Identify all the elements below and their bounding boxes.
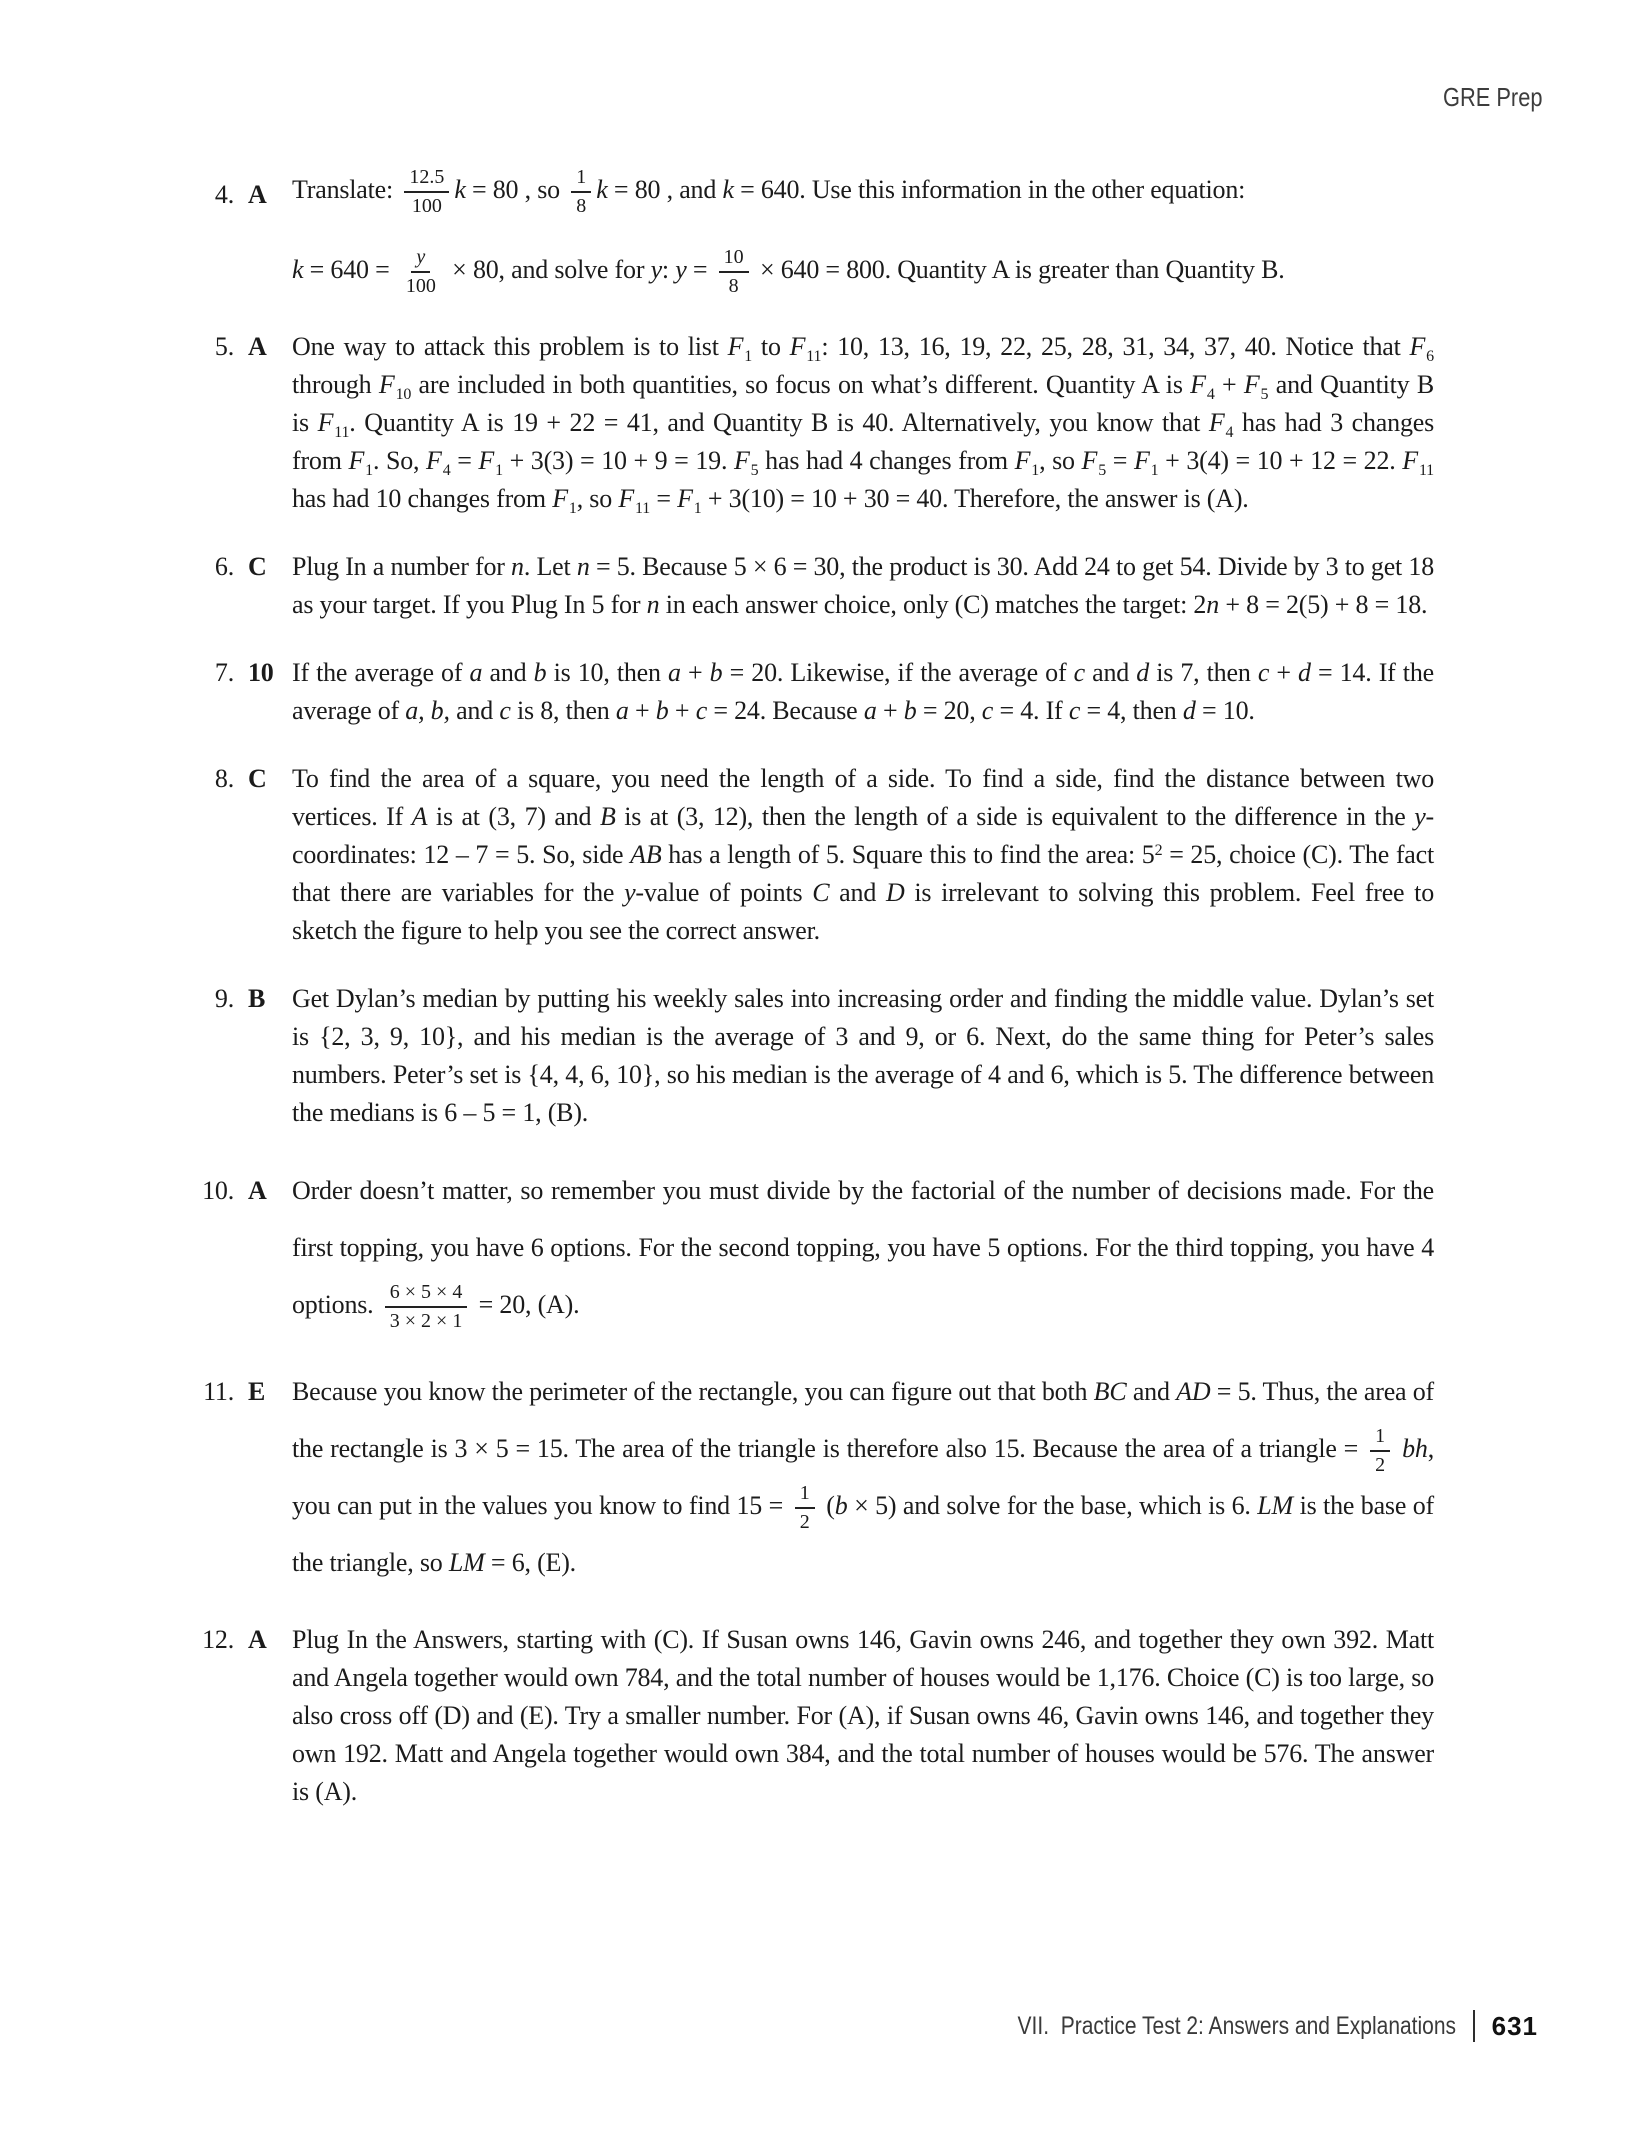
variable: A (411, 802, 428, 831)
subscript: 1 (365, 461, 373, 479)
subscript: 10 (395, 385, 412, 403)
variable: b (834, 1491, 848, 1521)
variable: d (1182, 696, 1196, 725)
item-body (292, 760, 1434, 950)
variable-subscript (552, 484, 577, 517)
variable: D (885, 878, 905, 907)
subscript: 1 (1150, 461, 1159, 479)
answer-choice: A (248, 1176, 267, 1205)
variable-subscript (317, 408, 350, 441)
variable: F (789, 332, 806, 361)
variable: C (812, 878, 830, 907)
subscript: 5 (1098, 461, 1107, 479)
fraction (795, 1482, 815, 1534)
variable: F (1081, 446, 1098, 475)
variable: AB (630, 840, 662, 869)
variable: k (596, 174, 608, 204)
variable: a, b, (405, 696, 450, 725)
fraction-denominator: 3 × 2 × 1 (389, 1310, 463, 1333)
variable-subscript (1243, 370, 1269, 403)
variable-subscript (1133, 446, 1159, 479)
answer-choice: C (248, 552, 267, 581)
variable: B (599, 802, 616, 831)
item-body (292, 548, 1434, 624)
subscript: 5 (1260, 385, 1269, 403)
variable-subscript (426, 446, 451, 479)
variable: k (722, 174, 734, 204)
variable-subscript (618, 484, 651, 517)
variable: F (317, 408, 334, 437)
item-body (292, 1363, 1434, 1591)
variable-subscript (1081, 446, 1107, 479)
variable: b (655, 696, 669, 725)
fraction-numerator: 12.5 (404, 166, 449, 193)
subscript: 11 (806, 347, 822, 365)
variable-subscript (677, 484, 702, 517)
variable-subscript (1014, 446, 1040, 479)
fraction-numerator: 6 × 5 × 4 (385, 1281, 468, 1308)
variable-subscript (478, 446, 503, 479)
variable: a (667, 658, 681, 687)
variable: a (615, 696, 629, 725)
item-body (292, 166, 1434, 298)
variable-subscript (348, 446, 373, 479)
fraction (401, 246, 441, 298)
item-number: 12. (202, 1625, 234, 1655)
fraction-numerator: 1 (795, 1482, 815, 1509)
fraction-numerator: 1 (571, 166, 591, 193)
fraction-denominator: 8 (576, 195, 587, 217)
fraction (385, 1281, 468, 1333)
item-number: 5. (214, 332, 234, 361)
variable-subscript (1208, 408, 1234, 441)
answer-choice: E (248, 1377, 266, 1407)
variable: F (1190, 370, 1206, 399)
variable: F (1402, 446, 1418, 475)
variable: n (576, 552, 590, 581)
fraction (1370, 1425, 1390, 1477)
paragraph: One way to attack this problem is to list $F_1$ to $F_{11}$: 10, 13, 16, 19, 22, 25, 28, 31, 34, 37, 40. Notice that $F_6$ through $F_{10}$ are included in both quantities, so focus on what’s different. Quantity A is $F_4 + F_5$ and Quantity B is $F_{11}$. Quantity A is 19 + 22 = 41, and Quantity B is 40. Alternatively, you know that $F_4$ has had 3 changes from $F_1$. So, $F_4 = F_1 + 3(3) = 10 + 9 = 19$. $F_5$ has had 4 changes from $F_1$, so $F_5 = F_1 + 3(4) = 10 + 12 = 22$. $F_{11}$ has had 10 changes from $F_1$, so $F_{11} = F_1 + 3(10) = 10 + 30 = 40$. Therefore, the answer is (A). (292, 332, 1435, 517)
variable: a (863, 696, 877, 725)
answer-item (0, 328, 1640, 518)
variable: k (292, 254, 304, 284)
variable: F (677, 484, 693, 513)
subscript: 1 (693, 499, 702, 517)
answer-choice: B (248, 984, 266, 1013)
page-number: 631 (1491, 2010, 1538, 2041)
subscript: 11 (1418, 461, 1434, 479)
header-brand-text: GRE Prep (1442, 82, 1542, 112)
variable-subscript (733, 446, 759, 479)
paragraph: Translate: $\frac{12.5}{100}$ k = 80 , so $\frac{1}{8}$ k = 80 , and k = 640. Use this information in the other equation: (292, 166, 1246, 217)
variable: c (1073, 658, 1085, 687)
subscript: 11 (334, 423, 350, 441)
page-footer (934, 2010, 1538, 2042)
item-number: 8. (214, 764, 234, 793)
variable: F (1409, 332, 1426, 361)
item-number: 4. (214, 180, 234, 209)
variable: b (903, 696, 917, 725)
variable: F (733, 446, 750, 475)
variable-subscript (789, 332, 822, 365)
fraction-denominator: 2 (799, 1511, 810, 1534)
variable: BC (1093, 1377, 1127, 1407)
item-body (292, 1162, 1434, 1333)
item-body (292, 1621, 1434, 1811)
item-number: 6. (214, 552, 234, 581)
variable: c (695, 696, 708, 725)
subscript: 11 (635, 499, 651, 517)
fraction (571, 166, 591, 218)
variable: a (469, 658, 483, 687)
variable: bh (1402, 1434, 1428, 1464)
answer-choice: A (248, 180, 267, 209)
item-number: 11. (203, 1377, 234, 1407)
variable: d (1136, 658, 1150, 687)
variable-subscript (1402, 446, 1434, 479)
fraction-numerator: 1 (1370, 1425, 1390, 1452)
paragraph: Plug In the Answers, starting with (C). If Susan owns 146, Gavin owns 246, and together they own 392. Matt and Angela together would own 784, and the total number of houses would be 1,176. Choice (C) is too large, so also cross off (D) and (E). Try a smaller number. For (A), if Susan owns 46, Gavin owns 146, and together they own 192. Matt and Angela together would own 384, and the total number of houses would be 576. The answer is (A). (292, 1625, 1434, 1807)
fraction (719, 246, 749, 298)
superscript: 2 (1154, 842, 1163, 859)
fraction-denominator: 100 (411, 195, 442, 217)
variable: k (454, 174, 466, 204)
answer-item (0, 1162, 1640, 1333)
subscript: 6 (1426, 347, 1434, 365)
subscript: 1 (568, 499, 577, 517)
variable: F (478, 446, 495, 475)
fraction-denominator: 100 (405, 275, 436, 297)
answer-choice: 10 (248, 658, 274, 687)
paragraph: If the average of a and b is 10, then a + b = 20. Likewise, if the average of c and d is 7, then c + d = 14. If the average of a, b, and c is 8, then a + b + c = 24. Because a + b = 20, c = 4. If c = 4, then d = 10. (292, 658, 1434, 725)
answers-list (0, 166, 1640, 1841)
variable: y (624, 878, 636, 907)
variable: F (618, 484, 634, 513)
variable: n (511, 552, 524, 581)
answer-item (0, 548, 1640, 624)
paragraph: To find the area of a square, you need the length of a side. To find a side, find the distance between two vertices. If A is at (3, 7) and B is at (3, 12), then the length of a side is equivalent to the difference in the y-coordinates: 12 – 7 = 5. So, side AB has a length of 5. Square this to find the area: $5^2 = 25$, choice (C). The fact that there are variables for the y-value of points C and D is irrelevant to solving this problem. Feel free to sketch the figure to help you see the correct answer. (292, 764, 1435, 945)
variable: LM (1257, 1491, 1294, 1521)
paragraph: Plug In a number for n. Let n = 5. Because 5 × 6 = 30, the product is 30. Add 24 to get 54. Divide by 3 to get 18 as your target. If you Plug In 5 for n in each answer choice, only (C) matches the target: 2n + 8 = 2(5) + 8 = 18. (292, 552, 1435, 619)
answer-item (0, 980, 1640, 1132)
variable: F (1014, 446, 1031, 475)
paragraph: Order doesn’t matter, so remember you must divide by the factorial of the number of decisions made. For the first topping, you have 6 options. For the second topping, you have 5 options. For the third topping, you have 4 options. $\frac{6 \times 5 \times 4}{3 \times 2 \times 1}$ = 20, (A). (292, 1176, 1434, 1333)
variable: F (727, 332, 744, 361)
answer-item (0, 1363, 1640, 1591)
variable: F (426, 446, 442, 475)
item-number: 10. (202, 1176, 234, 1205)
answer-item (0, 760, 1640, 950)
paragraph: Get Dylan’s median by putting his weekly sales into increasing order and finding the middle value. Dylan’s set is {2, 3, 9, 10}, and his median is the average of 3 and 9, or 6. Next, do the same thing for Peter’s sales numbers. Peter’s set is {4, 4, 6, 10}, so his median is the average of 4 and 6, which is 5. The difference between the medians is 6 – 5 = 1, (B). (292, 984, 1434, 1127)
item-number: 7. (214, 658, 234, 687)
answer-item (0, 654, 1640, 730)
variable: F (1243, 370, 1260, 399)
subscript: 4 (1206, 385, 1215, 403)
fraction-numerator: 10 (719, 246, 749, 273)
answer-item (0, 166, 1640, 298)
variable-subscript (1409, 332, 1434, 365)
variable-subscript (727, 332, 753, 365)
fraction-denominator: 2 (1375, 1454, 1386, 1477)
variable: b (533, 658, 547, 687)
variable: b (709, 658, 723, 687)
answer-item (0, 1621, 1640, 1811)
subscript: 4 (442, 461, 451, 479)
variable: y (416, 246, 426, 268)
variable: F (378, 370, 395, 399)
variable: LM (448, 1548, 485, 1578)
variable: c (499, 696, 511, 725)
variable: c (981, 696, 994, 725)
fraction-denominator: 8 (728, 275, 739, 297)
paragraph: Because you know the perimeter of the rectangle, you can figure out that both BC and AD = 5. Thus, the area of the rectangle is 3 × 5 = 15. The area of the triangle is therefore also 15. Because the area of a triangle = $\frac{1}{2}$ bh, you can put in the values you know to find 15 = $\frac{1}{2}$ (b × 5) and solve for the base, which is 6. LM is the base of the triangle, so LM = 6, (E). (292, 1377, 1435, 1578)
variable: F (1133, 446, 1150, 475)
variable: y (650, 254, 662, 284)
variable: y (1414, 802, 1426, 831)
paragraph: k = 640 = $\frac{y}{100}$ × 80, and solve for y: y = $\frac{10}{8}$ × 640 = 800. Quantity A is greater than Quantity B. (292, 246, 1285, 297)
item-body (292, 654, 1434, 730)
subscript: 1 (744, 347, 753, 365)
subscript: 1 (1031, 461, 1040, 479)
variable-subscript (378, 370, 412, 403)
variable: n (1206, 590, 1220, 619)
page-header (1424, 82, 1543, 112)
answer-choice: A (248, 332, 267, 361)
item-body (292, 328, 1434, 518)
variable: AD (1176, 1377, 1211, 1407)
footer-section-text: VII. Practice Test 2: Answers and Explanations (1017, 2011, 1456, 2040)
answer-choice: C (248, 764, 267, 793)
variable: F (348, 446, 365, 475)
variable: c (1068, 696, 1081, 725)
answer-choice: A (248, 1625, 267, 1655)
variable: F (552, 484, 568, 513)
fraction-numerator (411, 246, 430, 273)
subscript: 4 (1225, 423, 1234, 441)
variable: n (646, 590, 660, 619)
subscript: 5 (750, 461, 759, 479)
variable: c (1257, 658, 1270, 687)
item-number: 9. (214, 984, 234, 1013)
footer-divider (1473, 2010, 1475, 2042)
variable: F (1208, 408, 1225, 437)
variable-subscript (1190, 370, 1215, 403)
item-body (292, 980, 1434, 1132)
variable: y (675, 254, 687, 284)
variable: d (1297, 658, 1311, 687)
fraction (404, 166, 449, 218)
subscript: 1 (495, 461, 503, 479)
